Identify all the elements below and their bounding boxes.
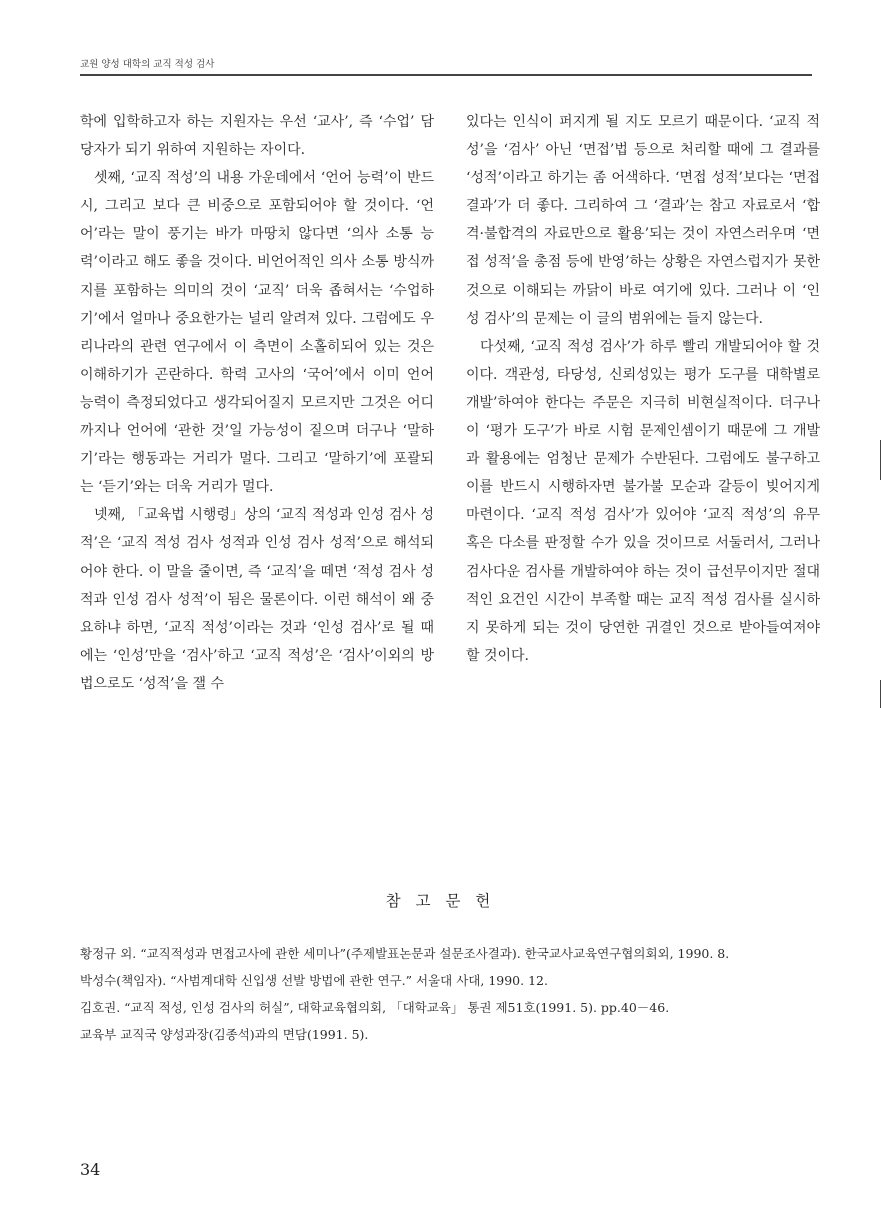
body-paragraph: 셋째, ‘교직 적성’의 내용 가운데에서 ‘언어 능력’이 반드시, 그리고 보다 큰 비중으로 포함되어야 할 것이다. ‘언어’라는 말이 풍기는 바가 마땅치 않다면 ‘의사 소통 능력’이라고 해도 좋을 것이다. 비언어적인 의사 소통 방식까지를 포함하는 의미의 것이 ‘교직’ 더욱 좁혀서는 ‘수업하기’에서 얼마나 중요한가는 널리 알려져 있다. 그럼에도 우리나라의 관련 연구에서 이 측면이 소홀히되어 있는 것은 이해하기가 곤란하다. 학력 고사의 ‘국어’에서 이미 언어 능력이 측정되었다고 생각되어질지 모르지만 그것은 어디까지나 언어에 ‘관한 것’일 가능성이 짙으며 더구나 ‘말하기’라는 행동과는 거리가 멀다. 그리고 ‘말하기’에 포괄되는 ‘듣기’와는 더욱 거리가 멀다.: [80, 170, 434, 496]
references-list: [80, 940, 812, 1048]
header-rule: [80, 74, 812, 76]
reference-entry: 박성수(책임자). “사범계대학 신입생 선발 방법에 관한 연구.” 서울대 사대, 1990. 12.: [80, 973, 548, 988]
page-number: 34: [80, 1160, 101, 1179]
running-header: 교원 양성 대학의 교직 적성 검사: [80, 59, 215, 70]
right-column: [466, 108, 820, 670]
reference-entry: 황정규 외. “교직적성과 면접고사에 관한 세미나”(주제발표논문과 설문조사결과). 한국교사교육연구협의회외, 1990. 8.: [80, 946, 730, 961]
reference-entry: 교육부 교직국 양성과장(김종석)과의 면담(1991. 5).: [80, 1027, 369, 1042]
body-paragraph: 다섯째, ‘교직 적성 검사’가 하루 빨리 개발되어야 할 것이다. 객관성, 타당성, 신뢰성있는 평가 도구를 대학별로 개발’하여야 한다는 주문은 지극히 비현실적이다. 더구나 이 ‘평가 도구’가 바로 시험 문제인셈이기 때문에 그 개발과 활용에는 엄청난 문제가 수반된다. 그럼에도 불구하고 이를 반드시 시행하자면 불가불 모순과 갈등이 빚어지게 마련이다. ‘교직 적성 검사’가 있어야 ‘교직 적성’의 유무 혹은 다소를 판정할 수가 있을 것이므로 서둘러서, 그러나 검사다운 검사를 개발하여야 하는 것이 급선무이지만 절대적인 요건인 시간이 부족할 때는 교직 적성 검사를 실시하지 못하게 되는 것이 당연한 귀결인 것으로 받아들여져야 할 것이다.: [466, 338, 820, 664]
left-column: [80, 108, 434, 698]
body-paragraph: 있다는 인식이 퍼지게 될 지도 모르기 때문이다. ‘교직 적성’을 ‘검사’ 아닌 ‘면접’법 등으로 처리할 때에 그 결과를 ‘성적’이라고 하기는 좀 어색하다. ‘면접 성적’보다는 ‘면접 결과’가 더 좋다. 그리하여 그 ‘결과’는 참고 자료로서 ‘합격·불합격의 자료만으로 활용’되는 것이 자연스러우며 ‘면접 성적’을 총점 등에 반영’하는 상황은 자연스럽지가 못한 것으로 이해되는 까닭이 바로 여기에 있다. 그러나 이 ‘인성 검사’의 문제는 이 글의 범위에는 들지 않는다.: [466, 114, 820, 327]
references-title: 참 고 문 헌: [385, 892, 496, 910]
body-paragraph: 넷째, 「교육법 시행령」상의 ‘교직 적성과 인성 검사 성적’은 ‘교직 적성 검사 성적과 인성 검사 성적’으로 해석되어야 한다. 이 말을 줄이면, 즉 ‘교직’을 떼면 ‘적성 검사 성적과 인성 검사 성적’이 됨은 물론이다. 이런 해석이 왜 중요하냐 하면, ‘교직 적성’이라는 것과 ‘인성 검사’로 될 때에는 ‘인성’만을 ‘검사’하고 ‘교직 적성’은 ‘검사’이외의 방법으로도 ‘성적’을 잴 수: [80, 507, 434, 692]
reference-entry: 김호권. “교직 적성, 인성 검사의 허실”, 대학교육협의회, 「대학교육」 통권 제51호(1991. 5). pp.40－46.: [80, 1000, 670, 1015]
body-paragraph: 학에 입학하고자 하는 지원자는 우선 ‘교사’, 즉 ‘수업’ 담당자가 되기 위하여 지원하는 자이다.: [80, 114, 434, 159]
